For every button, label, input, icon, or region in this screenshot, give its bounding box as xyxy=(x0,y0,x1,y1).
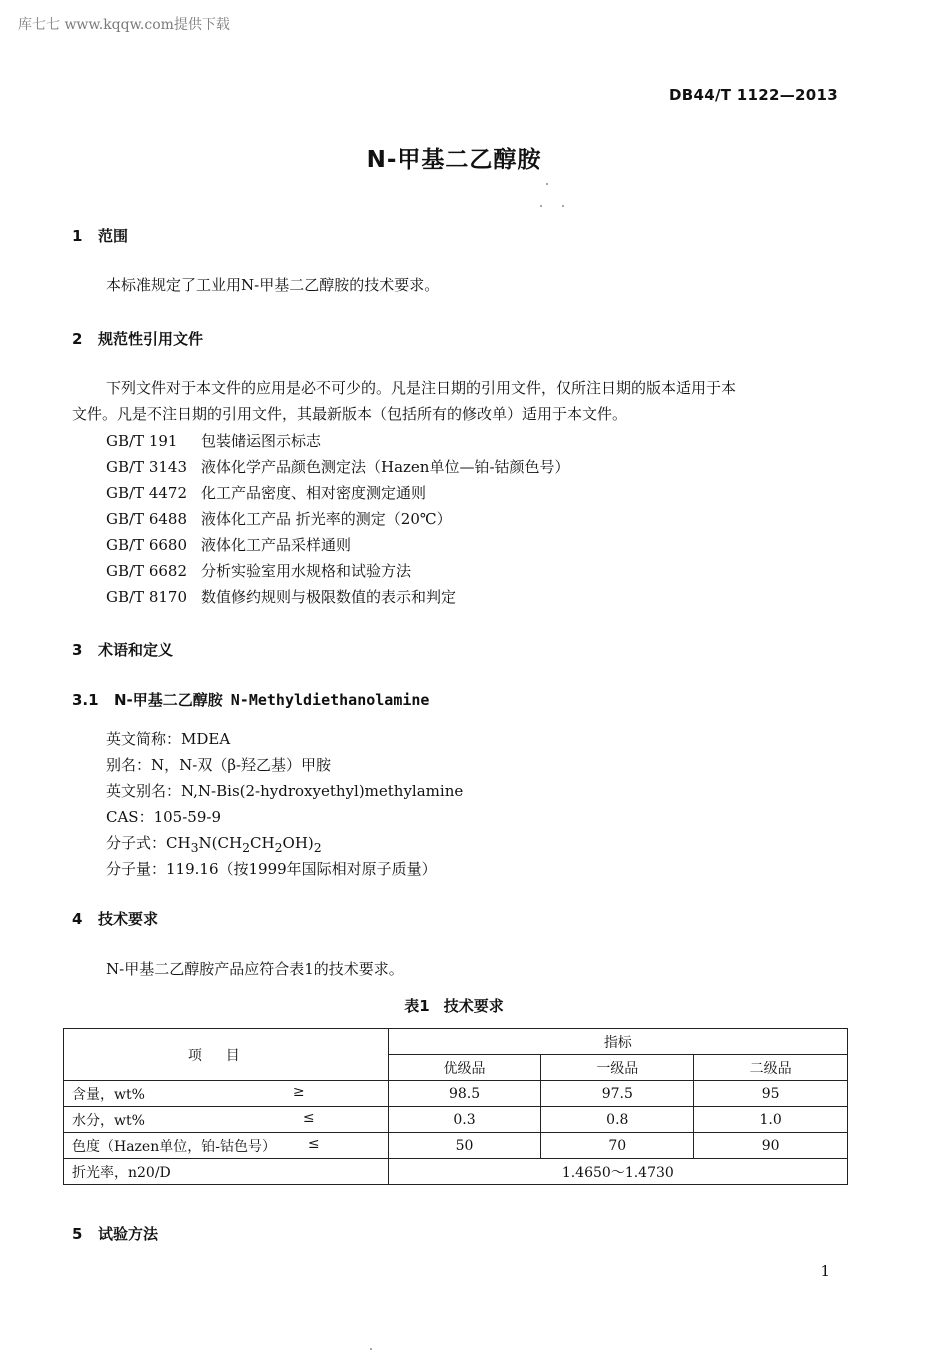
term-formula xyxy=(106,832,322,855)
formula-part: OH) xyxy=(282,834,314,852)
reference-name: 液体化学产品颜色测定法（Hazen单位—铂-钴颜色号） xyxy=(201,458,570,476)
scan-speck xyxy=(562,205,564,207)
section-3-heading xyxy=(72,639,173,660)
table-row xyxy=(64,1133,848,1159)
document-title: N-甲基二乙醇胺 xyxy=(366,147,542,173)
section-1-heading xyxy=(72,225,128,246)
scan-speck xyxy=(546,183,548,185)
page-number: 1 xyxy=(820,1262,830,1280)
reference-item xyxy=(106,430,321,451)
reference-item xyxy=(106,482,426,503)
term-molecular-weight: 分子量：119.16（按1999年国际相对原子质量） xyxy=(106,860,437,878)
reference-name: 数值修约规则与极限数值的表示和判定 xyxy=(201,588,457,606)
value-cell: 70 xyxy=(541,1133,694,1159)
reference-code: GB/T 6680 xyxy=(106,536,188,554)
item-cell: 色度（Hazen单位，铂-钴色号） ≤ xyxy=(64,1133,389,1159)
reference-code: GB/T 8170 xyxy=(106,588,188,606)
table-header-row xyxy=(64,1029,848,1055)
grade-header: 一级品 xyxy=(541,1055,694,1081)
scan-speck xyxy=(370,1348,372,1350)
table-row xyxy=(64,1081,848,1107)
section-title: 技术要求 xyxy=(98,910,159,928)
section-5-heading xyxy=(72,1223,158,1244)
section-number: 5 xyxy=(72,1225,83,1243)
term-chinese: N-甲基二乙醇胺 xyxy=(114,691,223,709)
reference-code: GB/T 6682 xyxy=(106,562,188,580)
table-row xyxy=(64,1107,848,1133)
watermark-text: 库七七 www.kqqw.com提供下载 xyxy=(18,17,230,33)
reference-code: GB/T 3143 xyxy=(106,458,188,476)
subsection-3-1-heading xyxy=(72,689,429,710)
reference-name: 包装储运图示标志 xyxy=(201,432,322,450)
table-number: 表1 xyxy=(404,997,430,1015)
formula-part: N(CH xyxy=(198,834,243,852)
reference-item xyxy=(106,586,456,607)
reference-code: GB/T 6488 xyxy=(106,510,188,528)
item-cell: 含量，wt% ≥ xyxy=(64,1081,389,1107)
document-code: DB44/T 1122—2013 xyxy=(669,86,838,104)
table-title: 技术要求 xyxy=(443,997,504,1015)
value-cell: 90 xyxy=(694,1133,848,1159)
value-cell: 0.8 xyxy=(541,1107,694,1133)
grade-header: 二级品 xyxy=(694,1055,848,1081)
section-title: 范围 xyxy=(98,227,129,245)
formula-subscript: 2 xyxy=(274,840,283,855)
item-cell: 水分，wt% ≤ xyxy=(64,1107,389,1133)
value-cell: 97.5 xyxy=(541,1081,694,1107)
section-2-intro-line2: 文件。凡是不注日期的引用文件，其最新版本（包括所有的修改单）适用于本文件。 xyxy=(72,405,628,423)
grade-header: 优级品 xyxy=(388,1055,541,1081)
formula-subscript: 2 xyxy=(242,840,251,855)
formula-part: CH xyxy=(250,834,275,852)
section-number: 2 xyxy=(72,330,83,348)
section-number: 3 xyxy=(72,641,83,659)
reference-name: 液体化工产品采样通则 xyxy=(201,536,352,554)
term-abbreviation: 英文简称：MDEA xyxy=(106,730,231,748)
section-4-heading xyxy=(72,908,158,929)
section-title: 规范性引用文件 xyxy=(98,330,204,348)
reference-name: 液体化工产品 折光率的测定（20℃） xyxy=(201,510,452,528)
reference-code: GB/T 4472 xyxy=(106,484,188,502)
section-title: 术语和定义 xyxy=(98,641,174,659)
formula-subscript: 2 xyxy=(313,840,322,855)
item-header: 项目 xyxy=(64,1029,389,1081)
section-1-text: 本标准规定了工业用N-甲基二乙醇胺的技术要求。 xyxy=(106,276,440,294)
section-2-intro-line1: 下列文件对于本文件的应用是必不可少的。凡是注日期的引用文件，仅所注日期的版本适用于本 xyxy=(106,379,737,397)
section-title: 试验方法 xyxy=(98,1225,159,1243)
term-cas: CAS：105-59-9 xyxy=(106,808,221,826)
section-number: 4 xyxy=(72,910,83,928)
value-cell: 1.4650～1.4730 xyxy=(388,1159,847,1185)
section-number: 1 xyxy=(72,227,83,245)
section-4-text: N-甲基二乙醇胺产品应符合表1的技术要求。 xyxy=(106,960,404,978)
formula-label: 分子式： xyxy=(106,834,167,852)
section-2-heading xyxy=(72,328,203,349)
item-cell: 折光率，n20/D xyxy=(64,1159,389,1185)
reference-code: GB/T 191 xyxy=(106,432,178,450)
formula-subscript: 3 xyxy=(190,840,199,855)
reference-item xyxy=(106,534,351,555)
reference-item xyxy=(106,560,411,581)
subsection-number: 3.1 xyxy=(72,691,99,709)
reference-name: 分析实验室用水规格和试验方法 xyxy=(201,562,412,580)
table-row xyxy=(64,1159,848,1185)
table-caption xyxy=(0,995,908,1016)
scan-speck xyxy=(540,205,542,207)
value-cell: 0.3 xyxy=(388,1107,541,1133)
reference-item xyxy=(106,508,452,529)
term-english: N-Methyldiethanolamine xyxy=(230,691,430,709)
reference-name: 化工产品密度、相对密度测定通则 xyxy=(201,484,427,502)
index-header: 指标 xyxy=(388,1029,847,1055)
value-cell: 95 xyxy=(694,1081,848,1107)
value-cell: 50 xyxy=(388,1133,541,1159)
term-english-alias: 英文别名：N,N-Bis(2-hydroxyethyl)methylamine xyxy=(106,782,464,800)
reference-item xyxy=(106,456,570,477)
formula-part: CH xyxy=(166,834,191,852)
value-cell: 98.5 xyxy=(388,1081,541,1107)
spec-table xyxy=(63,1028,848,1185)
value-cell: 1.0 xyxy=(694,1107,848,1133)
term-alias: 别名：N，N-双（β-羟乙基）甲胺 xyxy=(106,756,332,774)
